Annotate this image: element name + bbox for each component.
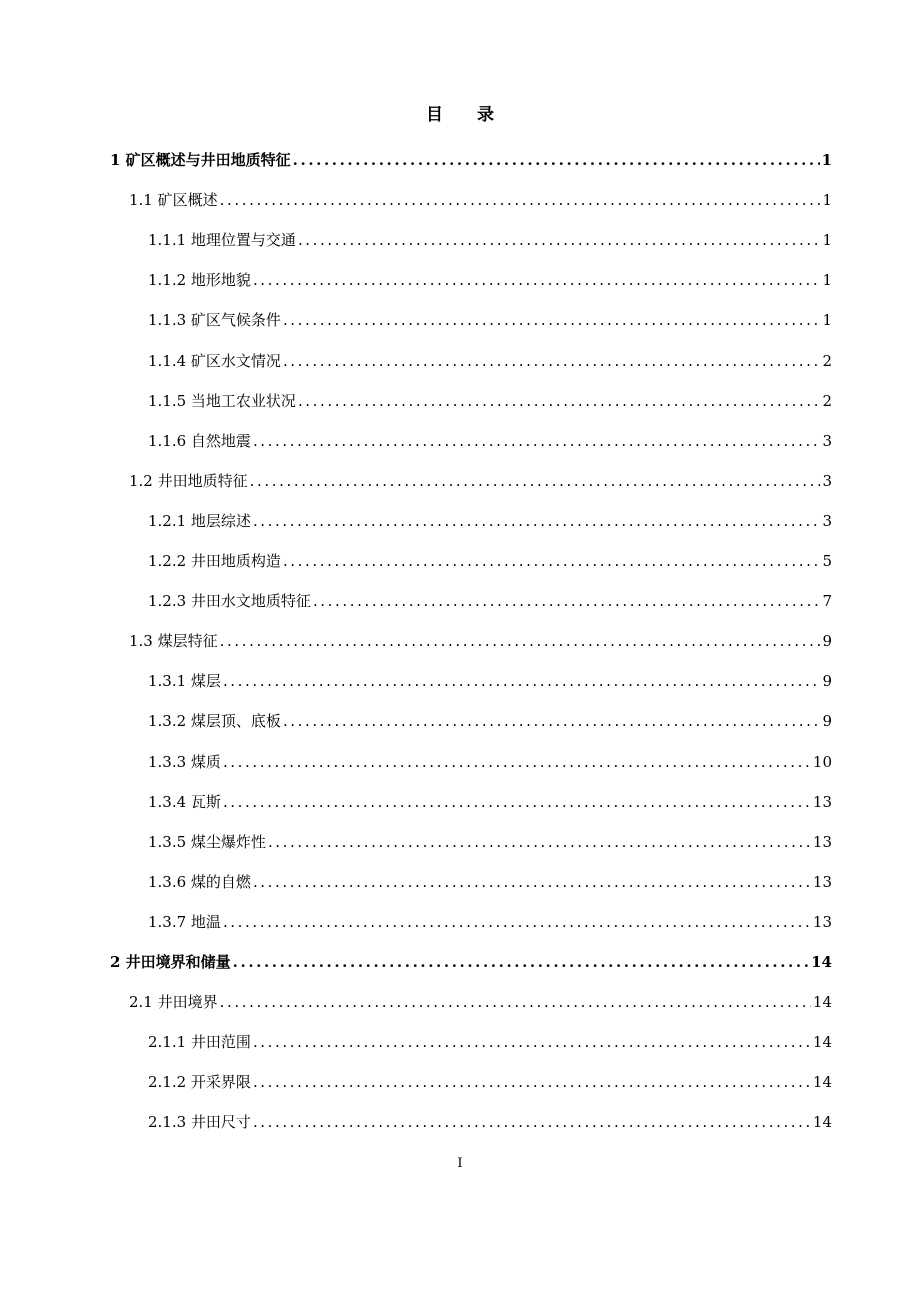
toc-entry-label: 1.2.2 井田地质构造 [148,552,281,570]
toc-entry[interactable] [148,703,832,731]
toc-leader-dots [253,1112,811,1132]
toc-entry[interactable] [148,343,832,371]
toc-leader-dots [253,431,821,451]
toc-entry[interactable] [148,222,832,250]
toc-entry-page: 13 [812,912,832,931]
toc-entry[interactable] [148,904,832,932]
toc-entry-label: 1.3 煤层特征 [129,632,218,651]
toc-entry-page: 7 [822,592,832,611]
toc-entry[interactable] [148,744,832,772]
toc-entry-label: 1.3.2 煤层顶、底板 [148,712,281,731]
toc-entry-page: 14 [812,1073,832,1092]
toc-entry[interactable] [148,262,832,290]
toc-entry-page: 1 [821,151,832,169]
toc-entry-page: 14 [812,1033,832,1052]
toc-entry[interactable] [129,623,832,651]
toc-leader-dots [313,591,821,611]
toc-leader-dots [223,752,811,772]
toc-entry-label: 1.3.6 煤的自燃 [148,872,251,891]
toc-leader-dots [223,792,811,812]
toc-entry-label: 1.1.1 地理位置与交通 [148,231,296,250]
toc-entry[interactable] [148,543,832,571]
toc-entry-page: 10 [812,752,832,771]
toc-entry-label: 1.3.7 地温 [148,912,221,931]
toc-leader-dots [220,190,821,210]
toc-leader-dots [293,150,820,170]
toc-entry[interactable] [110,944,832,972]
toc-entry-page: 13 [812,832,832,851]
toc-entry-page: 14 [812,993,832,1012]
toc-entry-label: 1.1.5 当地工农业状况 [148,391,296,410]
toc-entry-label: 1.2.3 井田水文地质特征 [148,592,311,611]
toc-entry[interactable] [148,302,832,330]
toc-entry-label: 1.1.3 矿区气候条件 [148,311,281,330]
toc-entry[interactable] [148,1104,832,1132]
toc-entry-label: 1.2 井田地质特征 [129,471,248,490]
toc-entry-page: 14 [812,1113,832,1132]
toc-entry-label: 2 井田境界和储量 [110,953,231,971]
toc-entry-page: 9 [822,672,832,691]
toc-leader-dots [253,1032,811,1052]
toc-title [0,100,920,125]
toc-entry[interactable] [129,984,832,1012]
toc-entry-page: 5 [822,552,832,570]
toc-leader-dots [283,351,821,371]
toc-leader-dots [283,551,821,571]
toc-entry-page: 1 [822,311,832,330]
toc-leader-dots [298,230,821,250]
toc-entry-page: 1 [822,191,832,210]
toc-entry-page: 2 [822,391,832,410]
toc-entry-page: 1 [822,271,832,290]
toc-entry-label: 1.1.6 自然地震 [148,431,251,450]
toc-leader-dots [250,471,821,491]
toc-entry-label: 1.1.4 矿区水文情况 [148,351,281,370]
toc-leader-dots [298,391,821,411]
toc-entry[interactable] [148,784,832,812]
toc-entry-label: 2.1.3 井田尺寸 [148,1113,251,1132]
toc-leader-dots [233,952,809,972]
toc-leader-dots [268,832,811,852]
toc-leader-dots [283,711,821,731]
toc-entry-page: 3 [822,471,832,490]
toc-entry-label: 1.3.4 瓦斯 [148,792,221,811]
toc-leader-dots [283,310,821,330]
toc-entry-page: 3 [822,511,832,530]
toc-title-char-1: 目 [426,105,443,125]
toc-entry[interactable] [148,824,832,852]
toc-entry[interactable] [110,142,832,170]
page-number: I [457,1156,463,1171]
toc-entry[interactable] [148,663,832,691]
toc-entry-label: 1.3.5 煤尘爆炸性 [148,832,266,851]
toc-entry[interactable] [148,383,832,411]
toc-entry-label: 1.3.3 煤质 [148,752,221,771]
toc-entry[interactable] [148,1024,832,1052]
toc-leader-dots [253,511,821,531]
toc-leader-dots [223,671,821,691]
toc-entry-page: 9 [822,712,832,731]
toc-entry-label: 1.2.1 地层综述 [148,511,251,530]
toc-entry-label: 2.1.1 井田范围 [148,1033,251,1052]
toc-entry-page: 9 [822,632,832,651]
toc-entry-label: 2.1.2 开采界限 [148,1073,251,1092]
toc-entry[interactable] [148,503,832,531]
toc-leader-dots [223,912,811,932]
toc-leader-dots [253,872,811,892]
toc-entry[interactable] [129,463,832,491]
toc-entry-page: 3 [822,431,832,450]
toc-entry-label: 1.3.1 煤层 [148,672,221,691]
toc-entry-page: 14 [811,953,832,971]
toc-entry[interactable] [148,1064,832,1092]
toc-entry-page: 2 [822,351,832,370]
toc-entry-page: 13 [812,792,832,811]
toc-entry-page: 13 [812,872,832,891]
toc-entry-page: 1 [822,231,832,250]
toc-entry[interactable] [148,423,832,451]
toc-entry-label: 1.1.2 地形地貌 [148,271,251,290]
toc-title-char-2: 录 [477,105,494,125]
toc-entry[interactable] [148,583,832,611]
toc-leader-dots [220,992,811,1012]
toc-entry-label: 1 矿区概述与井田地质特征 [110,151,291,169]
toc-leader-dots [253,1072,811,1092]
toc-entry-label: 1.1 矿区概述 [129,191,218,210]
toc-entry-label: 2.1 井田境界 [129,993,218,1012]
toc-leader-dots [253,270,821,290]
toc-leader-dots [220,631,821,651]
toc-entry[interactable] [148,864,832,892]
toc-entry[interactable] [129,182,832,210]
